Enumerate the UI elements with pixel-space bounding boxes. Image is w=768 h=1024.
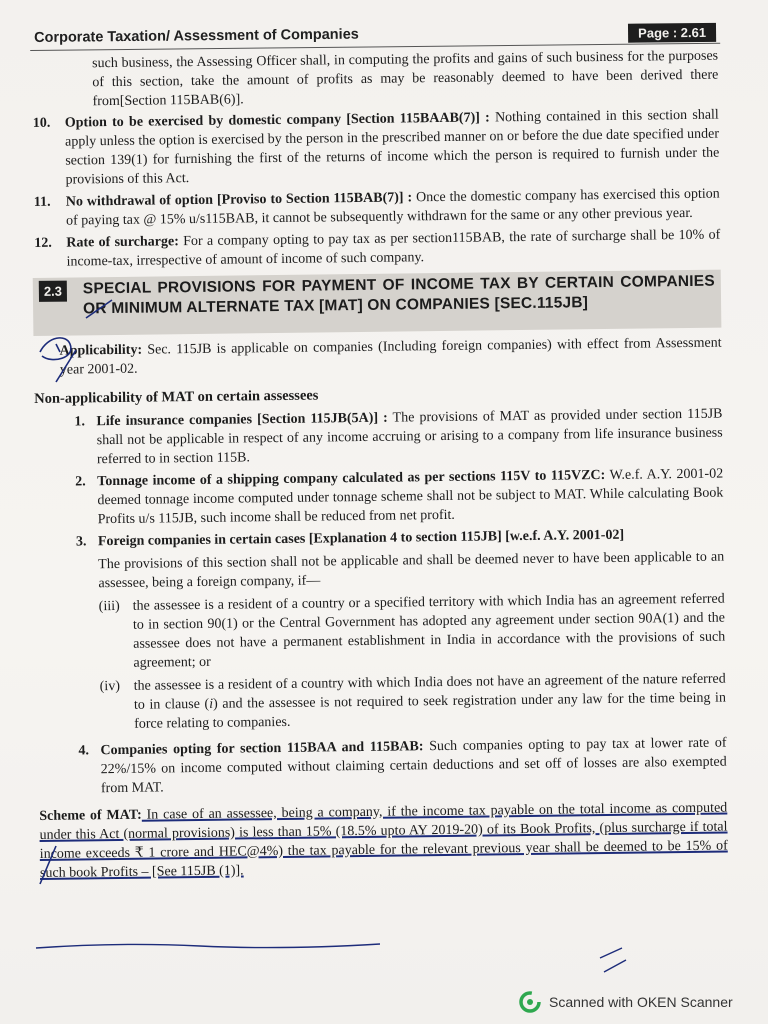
section-number: 2.3 — [39, 281, 67, 302]
item-number: 2. — [75, 474, 86, 490]
list-item-1 — [74, 405, 723, 470]
foreign-intro: The provisions of this section shall not be applicable and shall be deemed never to have been applicable to an assessee, being a foreign company, if— — [98, 549, 725, 592]
sub-text-italic: i — [209, 696, 214, 712]
sub-item-iii — [99, 590, 726, 674]
list-item-11 — [32, 185, 720, 231]
item-number: 1. — [74, 414, 86, 430]
item-title: Foreign companies in certain cases [Explanation 4 to section 115JB] [w.e.f. A.Y. 2001-02] — [97, 527, 625, 550]
applicability-label: Applicability: — [59, 342, 143, 359]
item-body — [97, 465, 724, 530]
list-item-12 — [32, 226, 720, 272]
applicability-text: Sec. 115JB is applicable on companies (Including foreign companies) with effect from Assessment year 2001-02. — [59, 335, 722, 378]
item-title: Rate of surcharge: — [66, 234, 179, 251]
item-text: The provisions of MAT as provided under section 115JB shall not be applicable in respect of any income accruing or arising to a company from life insurance business referred to in section 115B. — [96, 406, 723, 468]
oken-scanner-logo-icon — [519, 991, 541, 1013]
item-number: 3. — [75, 534, 87, 550]
roman-number: (iv) — [99, 678, 121, 695]
item-number: 12. — [34, 235, 52, 251]
item-text: W.e.f. A.Y. 2001-02 deemed tonnage income computed under tonnage scheme shall not be subject to MAT. While calculating Book Profits u/s 115JB, such income shall be reduced from net profit. — [97, 466, 724, 528]
item-body — [66, 226, 720, 272]
scheme-label: Scheme of MAT: — [39, 807, 142, 824]
item-text: Nothing contained in this section shall apply unless the option is exercised by the person in the prescribed manner on or before the due date specified under section 139(1) for furnishing the first of the returns of income which the person is required to furnish under the provisions of this Act. — [64, 107, 720, 188]
list-item-10 — [31, 106, 720, 190]
item-body — [98, 525, 726, 739]
item-number: 10. — [32, 115, 51, 131]
item-body — [100, 734, 727, 799]
sub-text-part: the assessee is a resident of a country with which India does not have an agreement of the nature referred to in clause ( — [133, 671, 726, 713]
item-title: Life insurance companies [Section 115JB(5A)] : — [96, 410, 388, 430]
item-title: Option to be exercised by domestic company [Section 115BAAB(7)] : — [64, 110, 490, 131]
running-title: Corporate Taxation/ Assessment of Companies — [33, 26, 359, 46]
item-body — [96, 405, 723, 470]
item-text: Once the domestic company has exercised this option of paying tax @ 15% u/s115BAB, it cannot be subsequently withdrawn for the same or any other previous year. — [65, 186, 720, 229]
item-number: 4. — [78, 743, 90, 759]
section-heading — [33, 270, 722, 336]
item-body — [65, 106, 720, 190]
scheme-text: In case of an assessee, being a company, if the income tax payable on the total income as computed under this Act (normal provisions) is less than 15% (18.5% upto AY 2019-20) of its Book Profits, (plus surcharge if total income exceeds ₹ 1 crore and HEC@4%) the tax payable for the relevant previous year shall be deemed to be 15% of such book Profits – [See 115JB (1)]. — [39, 800, 728, 881]
continuation-paragraph: such business, the Assessing Officer shall, in computing the profits and gains of such business for the purposes of this section, take the amount of profits as may be reasonably deemed to have been derived there from[Section 115BAB(6)]. — [92, 48, 719, 110]
roman-number: (iii) — [98, 598, 120, 615]
pen-mark — [600, 948, 626, 972]
non-applicability-list — [34, 405, 727, 799]
sub-item-text: the assessee is a resident of a country or a specified territory with which India has an agreement referred to in section 90(1) or the Central Government has adopted any agreement under section 90A(1) and the assessee does not have a permanent establishment in India in accordance with the provisions of such agreement; or — [132, 591, 726, 671]
list-item-2 — [75, 465, 724, 530]
item-title: No withdrawal of option [Proviso to Section 115BAB(7)] : — [65, 190, 413, 210]
foreign-sub-list — [99, 590, 727, 735]
item-title: Companies opting for section 115BAA and 115BAB: — [100, 739, 424, 759]
page-content — [30, 47, 728, 885]
sub-item-iv — [100, 670, 727, 735]
list-item-3 — [76, 525, 726, 739]
sub-item-text — [134, 670, 727, 734]
item-title: Tonnage income of a shipping company calculated as per sections 115V to 115VZC: — [97, 468, 606, 490]
applicability-paragraph — [34, 334, 722, 380]
scanner-watermark-text: Scanned with OKEN Scanner — [549, 994, 733, 1010]
item-text: For a company opting to pay tax as per section115BAB, the rate of surcharge shall be 10% of income-tax, irrespective of amount of income of such company. — [66, 227, 721, 270]
scheme-of-mat-paragraph — [39, 799, 728, 883]
section-title: SPECIAL PROVISIONS FOR PAYMENT OF INCOME TAX BY CERTAIN COMPANIES OR MINIMUM ALTERNATE TAX [MAT] ON COMPANIES [SEC.115JB] — [82, 272, 715, 318]
pen-underline — [36, 944, 380, 948]
item-body — [66, 185, 720, 231]
scanner-watermark — [519, 991, 733, 1013]
item-text: Such companies opting to pay tax at lower rate of 22%/15% on income computed without claiming certain deductions and set off of losses are also exempted from MAT. — [100, 735, 727, 797]
item-number: 11. — [33, 194, 51, 210]
list-item-4 — [78, 734, 727, 799]
sub-text-part: ) and the assessee is not required to seek registration under any law for the time being in force relating to companies. — [134, 690, 726, 732]
page-number-badge: Page : 2.61 — [628, 23, 716, 43]
non-applicability-heading: Non-applicability of MAT on certain assessees — [34, 387, 319, 407]
